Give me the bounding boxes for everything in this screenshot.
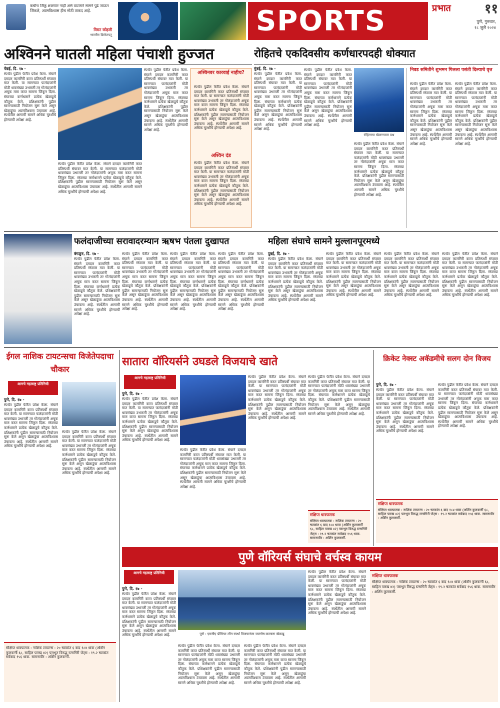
header-photo-2 [180, 2, 246, 40]
rohit-photo-caption: रोहितच्या खेळण्यावर प्रश्न [363, 133, 395, 137]
warriors-photo-caption: पुणे : एमसीए प्रीमियर लीग स्पर्धा विजयानंतर जल्लोष करताना खेळाडू [199, 632, 285, 636]
cricket-scorecard [376, 499, 498, 543]
nashik-photo [62, 382, 116, 426]
selection-body-col1: स्पर्धेत पुढील फेरीत प्रवेश केला. संघाने दमदार कामगिरी करत प्रतिस्पर्धी संघावर मात केली. या सामन्यात फलंदाजांनी मोठी धावसंख्या उभारली तर गोलंदाजांनी अचूक मारा करत सामना जिंकून दिला. संघाच्या कर्णधाराने प्रत्येक खेळाडूचे कौतुक केले. प्रशिक्षकांनी पुढील सामन्यासाठी नियोजन सुरू केले असून खेळाडूंचा आत्मविश्वास उंचावला आहे. स्पर्धेतील आगामी सामने अधिक चुरशीचे होण्याची अपेक्षा आहे. [410, 82, 452, 146]
lead-headline: अश्विनने घातली महिला पंचाशी हुज्जत [4, 45, 215, 63]
women-body-col3: स्पर्धेत पुढील फेरीत प्रवेश केला. संघाने दमदार कामगिरी करत प्रतिस्पर्धी संघावर मात केली. या सामन्यात फलंदाजांनी मोठी धावसंख्या उभारली तर गोलंदाजांनी अचूक मारा करत सामना जिंकून दिला. संघाच्या कर्णधाराने प्रत्येक खेळाडूचे कौतुक केले. प्रशिक्षकांनी पुढील सामन्यासाठी नियोजन सुरू केले असून खेळाडूंचा आत्मविश्वास उंचावला आहे. स्पर्धेतील आगामी सामने अधिक चुरशीचे होण्याची अपेक्षा आहे. [384, 252, 439, 298]
satara-photo [180, 375, 246, 445]
rohit-dateline: मुंबई, दि. १७ - [254, 66, 276, 71]
lead-dateline: चेन्नई, दि. १७ - [4, 66, 26, 71]
lead-sidebar-heading: अश्विन दंड [211, 153, 231, 159]
selection-headline: निवड समितीने शुभमन गिलला पसंती दिल्याचे वृत्त [410, 68, 493, 73]
warriors-body-col3: स्पर्धेत पुढील फेरीत प्रवेश केला. संघाने दमदार कामगिरी करत प्रतिस्पर्धी संघावर मात केली. या सामन्यात फलंदाजांनी मोठी धावसंख्या उभारली तर गोलंदाजांनी अचूक मारा करत सामना जिंकून दिला. संघाच्या कर्णधाराने प्रत्येक खेळाडूचे कौतुक केले. प्रशिक्षकांनी पुढील सामन्यासाठी नियोजन सुरू केले असून खेळाडूंचा आत्मविश्वास उंचावला आहे. स्पर्धेतील आगामी सामने अधिक चुरशीचे होण्याची अपेक्षा आहे. [244, 644, 306, 685]
lead-sidebar [190, 68, 252, 228]
selection-box [406, 68, 498, 228]
lead-sidebar-text-2: स्पर्धेत पुढील फेरीत प्रवेश केला. संघाने दमदार कामगिरी करत प्रतिस्पर्धी संघावर मात केली. या सामन्यात फलंदाजांनी मोठी धावसंख्या उभारली तर गोलंदाजांनी अचूक मारा करत सामना जिंकून दिला. संघाच्या कर्णधाराने प्रत्येक खेळाडूचे कौतुक केले. प्रशिक्षकांनी पुढील सामन्यासाठी नियोजन सुरू केले असून खेळाडूंचा आत्मविश्वास उंचावला आहे. स्पर्धेतील आगामी सामने अधिक चुरशीचे होण्याची अपेक्षा आहे. [194, 161, 249, 207]
selection-body-col2: स्पर्धेत पुढील फेरीत प्रवेश केला. संघाने दमदार कामगिरी करत प्रतिस्पर्धी संघावर मात केली. या सामन्यात फलंदाजांनी मोठी धावसंख्या उभारली तर गोलंदाजांनी अचूक मारा करत सामना जिंकून दिला. संघाच्या कर्णधाराने प्रत्येक खेळाडूचे कौतुक केले. प्रशिक्षकांनी पुढील सामन्यासाठी नियोजन सुरू केले असून खेळाडूंचा आत्मविश्वास उंचावला आहे. स्पर्धेतील आगामी सामने अधिक चुरशीचे होण्याची अपेक्षा आहे. [455, 82, 497, 146]
column-quote: कधीच जिंकू शकणार नाही असे वाटणारे सामने पुढे जाऊन जिंकले, आत्मविश्वास हीच मोठी ताकद आहे. [30, 4, 109, 13]
lead-body-col3: स्पर्धेत पुढील फेरीत प्रवेश केला. संघाने दमदार कामगिरी करत प्रतिस्पर्धी संघावर मात केली. या सामन्यात फलंदाजांनी मोठी धावसंख्या उभारली तर गोलंदाजांनी अचूक मारा करत सामना जिंकून दिला. संघाच्या कर्णधाराने प्रत्येक खेळाडूचे कौतुक केले. प्रशिक्षकांनी पुढील सामन्यासाठी नियोजन सुरू केले असून खेळाडूंचा आत्मविश्वास उंचावला आहे. स्पर्धेतील आगामी सामने अधिक चुरशीचे होण्याची अपेक्षा आहे. [144, 68, 188, 132]
women-body-col4: स्पर्धेत पुढील फेरीत प्रवेश केला. संघाने दमदार कामगिरी करत प्रतिस्पर्धी संघावर मात केली. या सामन्यात फलंदाजांनी मोठी धावसंख्या उभारली तर गोलंदाजांनी अचूक मारा करत सामना जिंकून दिला. संघाच्या कर्णधाराने प्रत्येक खेळाडूचे कौतुक केले. प्रशिक्षकांनी पुढील सामन्यासाठी नियोजन सुरू केले असून खेळाडूंचा आत्मविश्वास उंचावला आहे. स्पर्धेतील आगामी सामने अधिक चुरशीचे होण्याची अपेक्षा आहे. [442, 252, 498, 298]
women-headline: महिला संघाचे सामने मुल्लानपूरमध्ये [268, 237, 380, 247]
header-action-photo [118, 2, 178, 40]
warriors-body-col2: स्पर्धेत पुढील फेरीत प्रवेश केला. संघाने दमदार कामगिरी करत प्रतिस्पर्धी संघावर मात केली. या सामन्यात फलंदाजांनी मोठी धावसंख्या उभारली तर गोलंदाजांनी अचूक मारा करत सामना जिंकून दिला. संघाच्या कर्णधाराने प्रत्येक खेळाडूचे कौतुक केले. प्रशिक्षकांनी पुढील सामन्यासाठी नियोजन सुरू केले असून खेळाडूंचा आत्मविश्वास उंचावला आहे. स्पर्धेतील आगामी सामने अधिक चुरशीचे होण्याची अपेक्षा आहे. [178, 644, 240, 685]
warriors-dateline: पुणे, दि. १७ - [122, 586, 143, 591]
satara-body-col3: स्पर्धेत पुढील फेरीत प्रवेश केला. संघाने दमदार कामगिरी करत प्रतिस्पर्धी संघावर मात केली. या सामन्यात फलंदाजांनी मोठी धावसंख्या उभारली तर गोलंदाजांनी अचूक मारा करत सामना जिंकून दिला. संघाच्या कर्णधाराने प्रत्येक खेळाडूचे कौतुक केले. प्रशिक्षकांनी पुढील सामन्यासाठी नियोजन सुरू केले असून खेळाडूंचा आत्मविश्वास उंचावला आहे. स्पर्धेतील आगामी सामने अधिक चुरशीचे होण्याची अपेक्षा आहे. [248, 375, 306, 421]
columnist-photo [6, 4, 26, 30]
rohit-headline: रोहितचे एकदिवसीय कर्णधारपदही धोक्यात [254, 48, 416, 60]
section-title: SPORTS [256, 4, 387, 37]
nashik-body-col2: स्पर्धेत पुढील फेरीत प्रवेश केला. संघाने दमदार कामगिरी करत प्रतिस्पर्धी संघावर मात केली. या सामन्यात फलंदाजांनी मोठी धावसंख्या उभारली तर गोलंदाजांनी अचूक मारा करत सामना जिंकून दिला. संघाच्या कर्णधाराने प्रत्येक खेळाडूचे कौतुक केले. प्रशिक्षकांनी पुढील सामन्यासाठी नियोजन सुरू केले असून खेळाडूंचा आत्मविश्वास उंचावला आहे. स्पर्धेतील आगामी सामने अधिक चुरशीचे होण्याची अपेक्षा आहे. [62, 430, 116, 476]
pant-dateline: बंगळुरु, दि. १७ - [74, 251, 99, 256]
warriors-body-col4: स्पर्धेत पुढील फेरीत प्रवेश केला. संघाने दमदार कामगिरी करत प्रतिस्पर्धी संघावर मात केली. या सामन्यात फलंदाजांनी मोठी धावसंख्या उभारली तर गोलंदाजांनी अचूक मारा करत सामना जिंकून दिला. संघाच्या कर्णधाराने प्रत्येक खेळाडूचे कौतुक केले. प्रशिक्षकांनी पुढील सामन्यासाठी नियोजन सुरू केले असून खेळाडूंचा आत्मविश्वास उंचावला आहे. स्पर्धेतील आगामी सामने अधिक चुरशीचे होण्याची अपेक्षा आहे. [308, 570, 366, 616]
page-number: ११ [484, 2, 498, 17]
rohit-photo [354, 68, 404, 132]
lead-photo [58, 68, 142, 160]
nashik-dateline: पुणे, दि. १७ - [4, 397, 25, 402]
lead-body-col2: स्पर्धेत पुढील फेरीत प्रवेश केला. संघाने दमदार कामगिरी करत प्रतिस्पर्धी संघावर मात केली. या सामन्यात फलंदाजांनी मोठी धावसंख्या उभारली तर गोलंदाजांनी अचूक मारा करत सामना जिंकून दिला. संघाच्या कर्णधाराने प्रत्येक खेळाडूचे कौतुक केले. प्रशिक्षकांनी पुढील सामन्यासाठी नियोजन सुरू केले असून खेळाडूंचा आत्मविश्वास उंचावला आहे. स्पर्धेतील आगामी सामने अधिक चुरशीचे होण्याची अपेक्षा आहे. [58, 162, 142, 194]
warriors-score-text: संक्षिप्त धावफलक : नाशिक टायटन्स : २० षटकांत ६ बाद १८४ धावा (अर्शिन कुलकर्णी ६८, साहिल पारख ४२) पराभूत विरुद्ध रत्नागिरी जेट्स : १९.२ षटकांत सर्वबाद १५६ धावा. सामनावीर : अर्शिन कुलकर्णी. [372, 580, 496, 594]
women-body-col2: स्पर्धेत पुढील फेरीत प्रवेश केला. संघाने दमदार कामगिरी करत प्रतिस्पर्धी संघावर मात केली. या सामन्यात फलंदाजांनी मोठी धावसंख्या उभारली तर गोलंदाजांनी अचूक मारा करत सामना जिंकून दिला. संघाच्या कर्णधाराने प्रत्येक खेळाडूचे कौतुक केले. प्रशिक्षकांनी पुढील सामन्यासाठी नियोजन सुरू केले असून खेळाडूंचा आत्मविश्वास उंचावला आहे. स्पर्धेतील आगामी सामने अधिक चुरशीचे होण्याची अपेक्षा आहे. [326, 252, 381, 298]
dateline-day: पुणे, गुरुवार, [476, 19, 496, 24]
column-author-role: भारतीय क्रिकेटपटू [90, 33, 112, 37]
nashik-scorecard [4, 642, 116, 702]
nashik-tag: आमचे महाराष्ट्र प्रतिनिधी [8, 381, 58, 395]
satara-score-text: संक्षिप्त धावफलक : नाशिक टायटन्स : २० षटकांत ६ बाद १८४ धावा (अर्शिन कुलकर्णी ६८, साहिल पारख ४२) पराभूत विरुद्ध रत्नागिरी जेट्स : १९.२ षटकांत सर्वबाद १५६ धावा. सामनावीर : अर्शिन कुलकर्णी. [310, 519, 368, 540]
rohit-rule [254, 64, 498, 65]
satara-dateline: पुणे, दि. १७ - [122, 391, 143, 396]
rohit-body-col1: स्पर्धेत पुढील फेरीत प्रवेश केला. संघाने दमदार कामगिरी करत प्रतिस्पर्धी संघावर मात केली. या सामन्यात फलंदाजांनी मोठी धावसंख्या उभारली तर गोलंदाजांनी अचूक मारा करत सामना जिंकून दिला. संघाच्या कर्णधाराने प्रत्येक खेळाडूचे कौतुक केले. प्रशिक्षकांनी पुढील सामन्यासाठी नियोजन सुरू केले असून खेळाडूंचा आत्मविश्वास उंचावला आहे. स्पर्धेतील आगामी सामने अधिक चुरशीचे होण्याची अपेक्षा आहे. [254, 72, 302, 132]
satara-headline: सातारा वॉरियर्सने उघडले विजयाचे खाते [122, 355, 278, 368]
satara-score-heading: संक्षिप्त धावफलक [310, 512, 335, 517]
warriors-tag: आमचे महाराष्ट्र प्रतिनिधी [124, 570, 174, 584]
dateline-date: १८ जुलै २०२४ [474, 25, 496, 30]
pant-photo [4, 234, 72, 344]
satara-scorecard [308, 510, 370, 543]
nashik-headline: ईगल नाशिक टायटन्सचा विजेतेपदाचा चौकार [6, 352, 114, 374]
col-divider-1 [119, 350, 120, 702]
lead-body-col1: स्पर्धेत पुढील फेरीत प्रवेश केला. संघाने दमदार कामगिरी करत प्रतिस्पर्धी संघावर मात केली. या सामन्यात फलंदाजांनी मोठी धावसंख्या उभारली तर गोलंदाजांनी अचूक मारा करत सामना जिंकून दिला. संघाच्या कर्णधाराने प्रत्येक खेळाडूचे कौतुक केले. प्रशिक्षकांनी पुढील सामन्यासाठी नियोजन सुरू केले असून खेळाडूंचा आत्मविश्वास उंचावला आहे. स्पर्धेतील आगामी सामने अधिक चुरशीचे होण्याची अपेक्षा आहे. [4, 72, 56, 122]
cricket-headline: क्रिकेट नेक्स्ट अकॅडमीचे सलग दोन विजय [383, 354, 491, 363]
pant-body-col3: स्पर्धेत पुढील फेरीत प्रवेश केला. संघाने दमदार कामगिरी करत प्रतिस्पर्धी संघावर मात केली. या सामन्यात फलंदाजांनी मोठी धावसंख्या उभारली तर गोलंदाजांनी अचूक मारा करत सामना जिंकून दिला. संघाच्या कर्णधाराने प्रत्येक खेळाडूचे कौतुक केले. प्रशिक्षकांनी पुढील सामन्यासाठी नियोजन सुरू केले असून खेळाडूंचा आत्मविश्वास उंचावला आहे. स्पर्धेतील आगामी सामने अधिक चुरशीचे होण्याची अपेक्षा आहे. [170, 252, 216, 312]
lead-sidebar-title: अश्विनवर कारवाई नाहीच? [197, 71, 245, 76]
nashik-body-col1: स्पर्धेत पुढील फेरीत प्रवेश केला. संघाने दमदार कामगिरी करत प्रतिस्पर्धी संघावर मात केली. या सामन्यात फलंदाजांनी मोठी धावसंख्या उभारली तर गोलंदाजांनी अचूक मारा करत सामना जिंकून दिला. संघाच्या कर्णधाराने प्रत्येक खेळाडूचे कौतुक केले. प्रशिक्षकांनी पुढील सामन्यासाठी नियोजन सुरू केले असून खेळाडूंचा आत्मविश्वास उंचावला आहे. स्पर्धेतील आगामी सामने अधिक चुरशीचे होण्याची अपेक्षा आहे. [4, 403, 58, 449]
rohit-body-col2: स्पर्धेत पुढील फेरीत प्रवेश केला. संघाने दमदार कामगिरी करत प्रतिस्पर्धी संघावर मात केली. या सामन्यात फलंदाजांनी मोठी धावसंख्या उभारली तर गोलंदाजांनी अचूक मारा करत सामना जिंकून दिला. संघाच्या कर्णधाराने प्रत्येक खेळाडूचे कौतुक केले. प्रशिक्षकांनी पुढील सामन्यासाठी नियोजन सुरू केले असून खेळाडूंचा आत्मविश्वास उंचावला आहे. स्पर्धेतील आगामी सामने अधिक चुरशीचे होण्याची अपेक्षा आहे. [304, 68, 352, 128]
row-divider-2 [4, 347, 498, 348]
lead-rule [4, 64, 252, 65]
satara-body-col1: स्पर्धेत पुढील फेरीत प्रवेश केला. संघाने दमदार कामगिरी करत प्रतिस्पर्धी संघावर मात केली. या सामन्यात फलंदाजांनी मोठी धावसंख्या उभारली तर गोलंदाजांनी अचूक मारा करत सामना जिंकून दिला. संघाच्या कर्णधाराने प्रत्येक खेळाडूचे कौतुक केले. प्रशिक्षकांनी पुढील सामन्यासाठी नियोजन सुरू केले असून खेळाडूंचा आत्मविश्वास उंचावला आहे. स्पर्धेतील आगामी सामने अधिक चुरशीचे होण्याची अपेक्षा आहे. [122, 397, 178, 443]
women-body-col1: स्पर्धेत पुढील फेरीत प्रवेश केला. संघाने दमदार कामगिरी करत प्रतिस्पर्धी संघावर मात केली. या सामन्यात फलंदाजांनी मोठी धावसंख्या उभारली तर गोलंदाजांनी अचूक मारा करत सामना जिंकून दिला. संघाच्या कर्णधाराने प्रत्येक खेळाडूचे कौतुक केले. प्रशिक्षकांनी पुढील सामन्यासाठी नियोजन सुरू केले असून खेळाडूंचा आत्मविश्वास उंचावला आहे. स्पर्धेतील आगामी सामने अधिक चुरशीचे होण्याची अपेक्षा आहे. [268, 257, 323, 303]
cricket-score-heading: संक्षिप्त धावफलक [378, 501, 403, 506]
pant-body-col2: स्पर्धेत पुढील फेरीत प्रवेश केला. संघाने दमदार कामगिरी करत प्रतिस्पर्धी संघावर मात केली. या सामन्यात फलंदाजांनी मोठी धावसंख्या उभारली तर गोलंदाजांनी अचूक मारा करत सामना जिंकून दिला. संघाच्या कर्णधाराने प्रत्येक खेळाडूचे कौतुक केले. प्रशिक्षकांनी पुढील सामन्यासाठी नियोजन सुरू केले असून खेळाडूंचा आत्मविश्वास उंचावला आहे. स्पर्धेतील आगामी सामने अधिक चुरशीचे होण्याची अपेक्षा आहे. [122, 252, 168, 312]
cricket-body-col2: स्पर्धेत पुढील फेरीत प्रवेश केला. संघाने दमदार कामगिरी करत प्रतिस्पर्धी संघावर मात केली. या सामन्यात फलंदाजांनी मोठी धावसंख्या उभारली तर गोलंदाजांनी अचूक मारा करत सामना जिंकून दिला. संघाच्या कर्णधाराने प्रत्येक खेळाडूचे कौतुक केले. प्रशिक्षकांनी पुढील सामन्यासाठी नियोजन सुरू केले असून खेळाडूंचा आत्मविश्वास उंचावला आहे. स्पर्धेतील आगामी सामने अधिक चुरशीचे होण्याची अपेक्षा आहे. [438, 383, 498, 429]
satara-body-col4: स्पर्धेत पुढील फेरीत प्रवेश केला. संघाने दमदार कामगिरी करत प्रतिस्पर्धी संघावर मात केली. या सामन्यात फलंदाजांनी मोठी धावसंख्या उभारली तर गोलंदाजांनी अचूक मारा करत सामना जिंकून दिला. संघाच्या कर्णधाराने प्रत्येक खेळाडूचे कौतुक केले. प्रशिक्षकांनी पुढील सामन्यासाठी नियोजन सुरू केले असून खेळाडूंचा आत्मविश्वास उंचावला आहे. स्पर्धेतील आगामी सामने अधिक चुरशीचे होण्याची अपेक्षा आहे. [308, 375, 370, 416]
pant-body-col4: स्पर्धेत पुढील फेरीत प्रवेश केला. संघाने दमदार कामगिरी करत प्रतिस्पर्धी संघावर मात केली. या सामन्यात फलंदाजांनी मोठी धावसंख्या उभारली तर गोलंदाजांनी अचूक मारा करत सामना जिंकून दिला. संघाच्या कर्णधाराने प्रत्येक खेळाडूचे कौतुक केले. प्रशिक्षकांनी पुढील सामन्यासाठी नियोजन सुरू केले असून खेळाडूंचा आत्मविश्वास उंचावला आहे. स्पर्धेतील आगामी सामने अधिक चुरशीचे होण्याची अपेक्षा आहे. [218, 252, 264, 312]
rohit-body-col3: स्पर्धेत पुढील फेरीत प्रवेश केला. संघाने दमदार कामगिरी करत प्रतिस्पर्धी संघावर मात केली. या सामन्यात फलंदाजांनी मोठी धावसंख्या उभारली तर गोलंदाजांनी अचूक मारा करत सामना जिंकून दिला. संघाच्या कर्णधाराने प्रत्येक खेळाडूचे कौतुक केले. प्रशिक्षकांनी पुढील सामन्यासाठी नियोजन सुरू केले असून खेळाडूंचा आत्मविश्वास उंचावला आहे. स्पर्धेतील आगामी सामने अधिक चुरशीचे होण्याची अपेक्षा आहे. [354, 142, 404, 197]
masthead [0, 0, 500, 42]
paper-logo: प्रभात [432, 4, 451, 14]
warriors-photo [178, 570, 306, 630]
col-divider-2 [373, 350, 374, 546]
row-divider-1 [4, 231, 498, 232]
warriors-body-col1: स्पर्धेत पुढील फेरीत प्रवेश केला. संघाने दमदार कामगिरी करत प्रतिस्पर्धी संघावर मात केली. या सामन्यात फलंदाजांनी मोठी धावसंख्या उभारली तर गोलंदाजांनी अचूक मारा करत सामना जिंकून दिला. संघाच्या कर्णधाराने प्रत्येक खेळाडूचे कौतुक केले. प्रशिक्षकांनी पुढील सामन्यासाठी नियोजन सुरू केले असून खेळाडूंचा आत्मविश्वास उंचावला आहे. स्पर्धेतील आगामी सामने अधिक चुरशीचे होण्याची अपेक्षा आहे. [122, 592, 176, 638]
cricket-body-col1: स्पर्धेत पुढील फेरीत प्रवेश केला. संघाने दमदार कामगिरी करत प्रतिस्पर्धी संघावर मात केली. या सामन्यात फलंदाजांनी मोठी धावसंख्या उभारली तर गोलंदाजांनी अचूक मारा करत सामना जिंकून दिला. संघाच्या कर्णधाराने प्रत्येक खेळाडूचे कौतुक केले. प्रशिक्षकांनी पुढील सामन्यासाठी नियोजन सुरू केले असून खेळाडूंचा आत्मविश्वास उंचावला आहे. स्पर्धेतील आगामी सामने अधिक चुरशीचे होण्याची अपेक्षा आहे. [376, 388, 434, 434]
satara-body-col2: स्पर्धेत पुढील फेरीत प्रवेश केला. संघाने दमदार कामगिरी करत प्रतिस्पर्धी संघावर मात केली. या सामन्यात फलंदाजांनी मोठी धावसंख्या उभारली तर गोलंदाजांनी अचूक मारा करत सामना जिंकून दिला. संघाच्या कर्णधाराने प्रत्येक खेळाडूचे कौतुक केले. प्रशिक्षकांनी पुढील सामन्यासाठी नियोजन सुरू केले असून खेळाडूंचा आत्मविश्वास उंचावला आहे. स्पर्धेतील आगामी सामने अधिक चुरशीचे होण्याची अपेक्षा आहे. [180, 448, 246, 489]
warriors-scorecard [370, 570, 498, 702]
warriors-headline: पुणे वॉरियर्स संघाचे वर्चस्व कायम [238, 550, 382, 564]
pant-body-col1: स्पर्धेत पुढील फेरीत प्रवेश केला. संघाने दमदार कामगिरी करत प्रतिस्पर्धी संघावर मात केली. या सामन्यात फलंदाजांनी मोठी धावसंख्या उभारली तर गोलंदाजांनी अचूक मारा करत सामना जिंकून दिला. संघाच्या कर्णधाराने प्रत्येक खेळाडूचे कौतुक केले. प्रशिक्षकांनी पुढील सामन्यासाठी नियोजन सुरू केले असून खेळाडूंचा आत्मविश्वास उंचावला आहे. स्पर्धेतील आगामी सामने अधिक चुरशीचे होण्याची अपेक्षा आहे. [74, 257, 120, 317]
satara-tag: आमचे महाराष्ट्र प्रतिनिधी [124, 375, 176, 389]
pant-headline: फलंदाजीच्या सरावादरम्यान ऋषभ पंतला दुखापत [74, 237, 230, 247]
women-dateline: दुबई, दि. १७ - [268, 251, 290, 256]
cricket-score-text: संक्षिप्त धावफलक : नाशिक टायटन्स : २० षटकांत ६ बाद १८४ धावा (अर्शिन कुलकर्णी ६८, साहिल पारख ४२) पराभूत विरुद्ध रत्नागिरी जेट्स : १९.२ षटकांत सर्वबाद १५६ धावा. सामनावीर : अर्शिन कुलकर्णी. [378, 508, 495, 521]
nashik-score-text: संक्षिप्त धावफलक : नाशिक टायटन्स : २० षटकांत ६ बाद १८४ धावा (अर्शिन कुलकर्णी ६८, साहिल पारख ४२) पराभूत विरुद्ध रत्नागिरी जेट्स : १९.२ षटकांत सर्वबाद १५६ धावा. सामनावीर : अर्शिन कुलकर्णी. [6, 646, 109, 660]
lead-sidebar-text: स्पर्धेत पुढील फेरीत प्रवेश केला. संघाने दमदार कामगिरी करत प्रतिस्पर्धी संघावर मात केली. या सामन्यात फलंदाजांनी मोठी धावसंख्या उभारली तर गोलंदाजांनी अचूक मारा करत सामना जिंकून दिला. संघाच्या कर्णधाराने प्रत्येक खेळाडूचे कौतुक केले. प्रशिक्षकांनी पुढील सामन्यासाठी नियोजन सुरू केले असून खेळाडूंचा आत्मविश्वास उंचावला आहे. स्पर्धेतील आगामी सामने अधिक चुरशीचे होण्याची अपेक्षा आहे. [194, 85, 249, 131]
warriors-score-heading: संक्षिप्त धावफलक [372, 573, 399, 578]
cricket-dateline: पुणे, दि. १७ - [376, 382, 397, 387]
column-author: विराट कोहली [93, 27, 112, 32]
